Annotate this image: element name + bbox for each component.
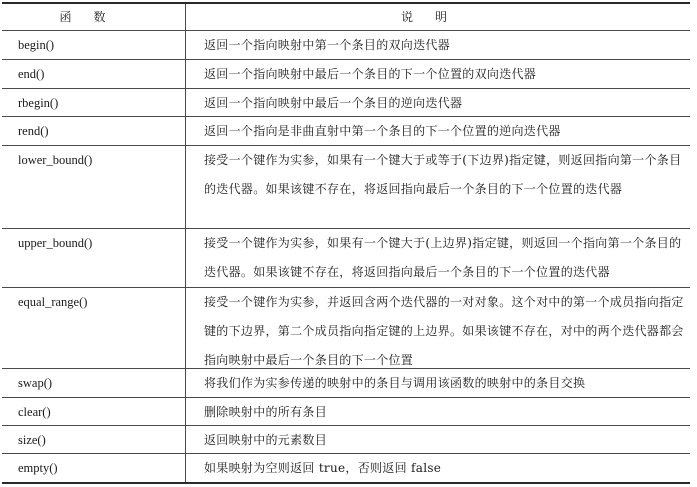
function-name: swap() [18, 376, 53, 390]
header-description-label: 说明 [400, 9, 469, 24]
table-row [2, 454, 690, 482]
header-function-label: 函数 [59, 9, 128, 24]
description-cell: 返回一个指向映射中最后一个条目的逆向迭代器 [204, 96, 463, 110]
header-function [2, 4, 186, 30]
description-cell: 返回一个指向映射中第一个条目的双向迭代器 [204, 38, 451, 52]
function-cell [2, 31, 186, 59]
description-cell: 返回一个指向映射中最后一个条目的下一个位置的双向迭代器 [204, 67, 537, 81]
function-name: size() [18, 433, 46, 447]
table-row [2, 60, 690, 89]
description-cell: 接受一个键作为实参，并返回含两个迭代器的一对对象。这个对中的第一个成员指向指定键的下边界，第二个成员指向指定键的上边界。如果该键不存在，对中的两个迭代器都会指向映射中最后一个条目的下一个位置 [204, 295, 684, 367]
function-cell [2, 229, 186, 287]
function-name: begin() [18, 38, 55, 52]
header-description [186, 4, 690, 30]
table-row [2, 117, 690, 146]
table-header-row [2, 4, 690, 31]
description-cell: 将我们作为实参传递的映射中的条目与调用该函数的映射中的条目交换 [204, 376, 586, 390]
function-name: empty() [18, 461, 58, 475]
table-row [2, 369, 690, 398]
description-cell: 接受一个键作为实参，如果有一个键大于或等于(下边界)指定键，则返回指向第一个条目的迭代器。如果该键不存在，将返回指向最后一个条目的下一个位置的迭代器 [204, 153, 682, 196]
function-cell [2, 369, 186, 397]
table-row [2, 288, 690, 369]
description-cell: 删除映射中的所有条目 [204, 405, 328, 419]
function-name: lower_bound() [18, 153, 93, 167]
table-row [2, 31, 690, 60]
function-table [2, 2, 690, 484]
function-cell [2, 288, 186, 368]
function-cell [2, 454, 186, 482]
table-row [2, 89, 690, 117]
table-row [2, 426, 690, 454]
function-cell [2, 426, 186, 453]
description-cell: 接受一个键作为实参，如果有一个键大于(上边界)指定键，则返回一个指向第一个条目的迭代器。如果该键不存在，将返回指向最后一个条目的下一个位置的迭代器 [204, 236, 682, 279]
function-cell [2, 146, 186, 228]
function-name: clear() [18, 405, 51, 419]
function-name: equal_range() [18, 295, 88, 309]
function-name: rbegin() [18, 96, 59, 110]
table-row [2, 146, 690, 229]
function-name: end() [18, 67, 45, 81]
description-cell: 如果映射为空则返回 true，否则返回 false [204, 461, 442, 475]
function-cell [2, 89, 186, 116]
function-name: upper_bound() [18, 236, 93, 250]
table-row [2, 229, 690, 288]
function-cell [2, 60, 186, 88]
description-cell: 返回一个指向是非曲直射中第一个条目的下一个位置的逆向迭代器 [204, 124, 561, 138]
table-row [2, 398, 690, 426]
description-cell: 返回映射中的元素数目 [204, 433, 328, 447]
function-cell [2, 398, 186, 425]
function-cell [2, 117, 186, 145]
function-name: rend() [18, 124, 49, 138]
